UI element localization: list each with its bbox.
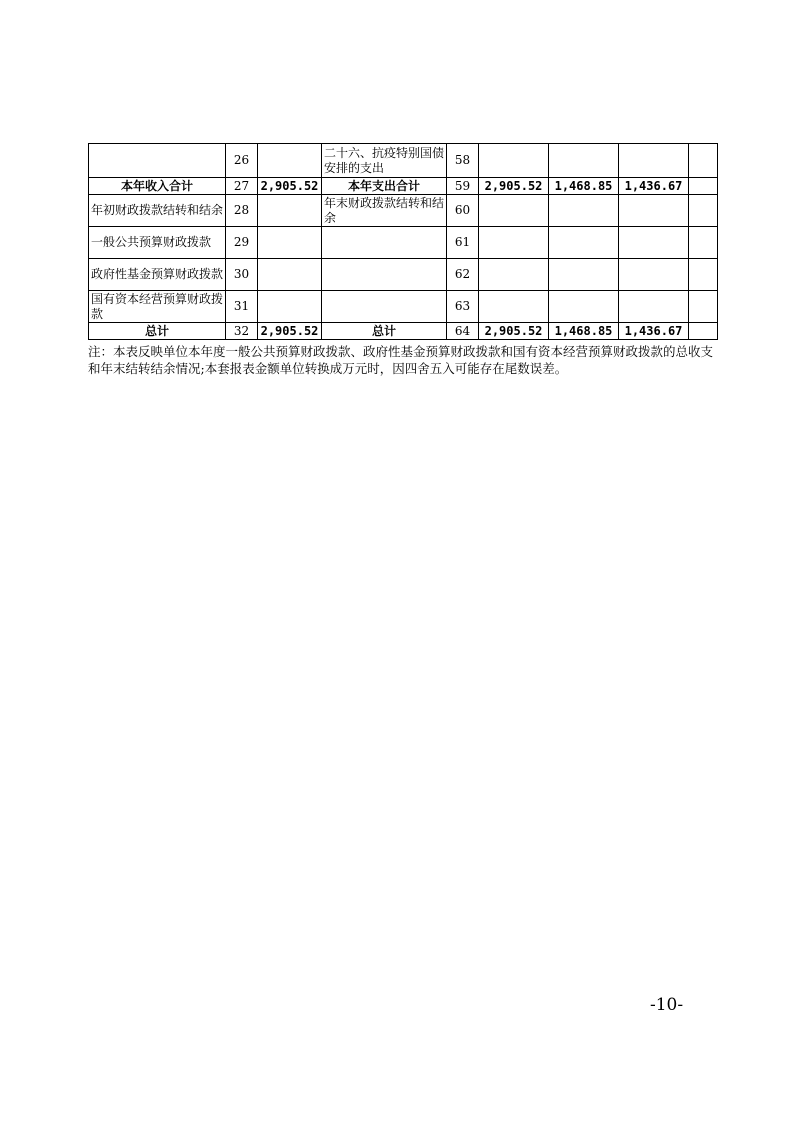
income-no-cell: 30 bbox=[226, 259, 258, 291]
expense-total-cell: 2,905.52 bbox=[479, 178, 549, 195]
income-no-cell: 29 bbox=[226, 227, 258, 259]
expense-item-cell: 二十六、抗疫特别国债安排的支出 bbox=[322, 144, 447, 178]
extra-cell bbox=[689, 227, 718, 259]
expense-no-cell: 63 bbox=[447, 291, 479, 323]
expense-item-cell bbox=[322, 227, 447, 259]
expense-item-cell bbox=[322, 291, 447, 323]
table-row bbox=[89, 259, 718, 291]
expense-total-cell bbox=[479, 144, 549, 178]
income-no-cell: 28 bbox=[226, 195, 258, 227]
income-amount-cell bbox=[258, 259, 322, 291]
expense-total-cell bbox=[479, 259, 549, 291]
table-row bbox=[89, 144, 718, 178]
extra-cell bbox=[689, 195, 718, 227]
table-row bbox=[89, 323, 718, 340]
table-row bbox=[89, 227, 718, 259]
income-no-cell: 31 bbox=[226, 291, 258, 323]
expense-item-cell bbox=[322, 259, 447, 291]
expense-project-cell bbox=[619, 259, 689, 291]
income-amount-cell bbox=[258, 227, 322, 259]
income-item-cell: 政府性基金预算财政拨款 bbox=[89, 259, 226, 291]
income-amount-cell: 2,905.52 bbox=[258, 323, 322, 340]
income-amount-cell: 2,905.52 bbox=[258, 178, 322, 195]
expense-project-cell bbox=[619, 291, 689, 323]
extra-cell bbox=[689, 259, 718, 291]
expense-basic-cell bbox=[549, 227, 619, 259]
income-item-cell: 本年收入合计 bbox=[89, 178, 226, 195]
income-amount-cell bbox=[258, 144, 322, 178]
expense-basic-cell bbox=[549, 195, 619, 227]
expense-project-cell bbox=[619, 144, 689, 178]
expense-project-cell bbox=[619, 227, 689, 259]
expense-project-cell: 1,436.67 bbox=[619, 323, 689, 340]
income-amount-cell bbox=[258, 195, 322, 227]
extra-cell bbox=[689, 291, 718, 323]
expense-item-cell: 本年支出合计 bbox=[322, 178, 447, 195]
table-row bbox=[89, 291, 718, 323]
income-item-cell: 国有资本经营预算财政拨款 bbox=[89, 291, 226, 323]
expense-no-cell: 62 bbox=[447, 259, 479, 291]
expense-no-cell: 64 bbox=[447, 323, 479, 340]
income-item-cell: 年初财政拨款结转和结余 bbox=[89, 195, 226, 227]
expense-no-cell: 61 bbox=[447, 227, 479, 259]
expense-item-cell: 总计 bbox=[322, 323, 447, 340]
income-item-cell: 总计 bbox=[89, 323, 226, 340]
expense-total-cell: 2,905.52 bbox=[479, 323, 549, 340]
expense-item-cell: 年末财政拨款结转和结余 bbox=[322, 195, 447, 227]
expense-project-cell bbox=[619, 195, 689, 227]
financial-table bbox=[88, 143, 718, 340]
income-no-cell: 32 bbox=[226, 323, 258, 340]
income-amount-cell bbox=[258, 291, 322, 323]
expense-basic-cell bbox=[549, 259, 619, 291]
expense-basic-cell: 1,468.85 bbox=[549, 178, 619, 195]
expense-basic-cell bbox=[549, 291, 619, 323]
table-row bbox=[89, 195, 718, 227]
expense-basic-cell bbox=[549, 144, 619, 178]
expense-no-cell: 58 bbox=[447, 144, 479, 178]
income-item-cell bbox=[89, 144, 226, 178]
table-row bbox=[89, 178, 718, 195]
expense-basic-cell: 1,468.85 bbox=[549, 323, 619, 340]
expense-total-cell bbox=[479, 195, 549, 227]
extra-cell bbox=[689, 178, 718, 195]
table-footnote: 注：本表反映单位本年度一般公共预算财政拨款、政府性基金预算财政拨款和国有资本经营预算财政拨款的总收支和年末结转结余情况;本套报表金额单位转换成万元时，因四舍五入可能存在尾数误差。 bbox=[88, 344, 714, 376]
income-no-cell: 27 bbox=[226, 178, 258, 195]
expense-no-cell: 60 bbox=[447, 195, 479, 227]
page-number: -10- bbox=[650, 995, 684, 1015]
extra-cell bbox=[689, 323, 718, 340]
income-no-cell: 26 bbox=[226, 144, 258, 178]
income-item-cell: 一般公共预算财政拨款 bbox=[89, 227, 226, 259]
extra-cell bbox=[689, 144, 718, 178]
expense-no-cell: 59 bbox=[447, 178, 479, 195]
expense-project-cell: 1,436.67 bbox=[619, 178, 689, 195]
expense-total-cell bbox=[479, 291, 549, 323]
expense-total-cell bbox=[479, 227, 549, 259]
